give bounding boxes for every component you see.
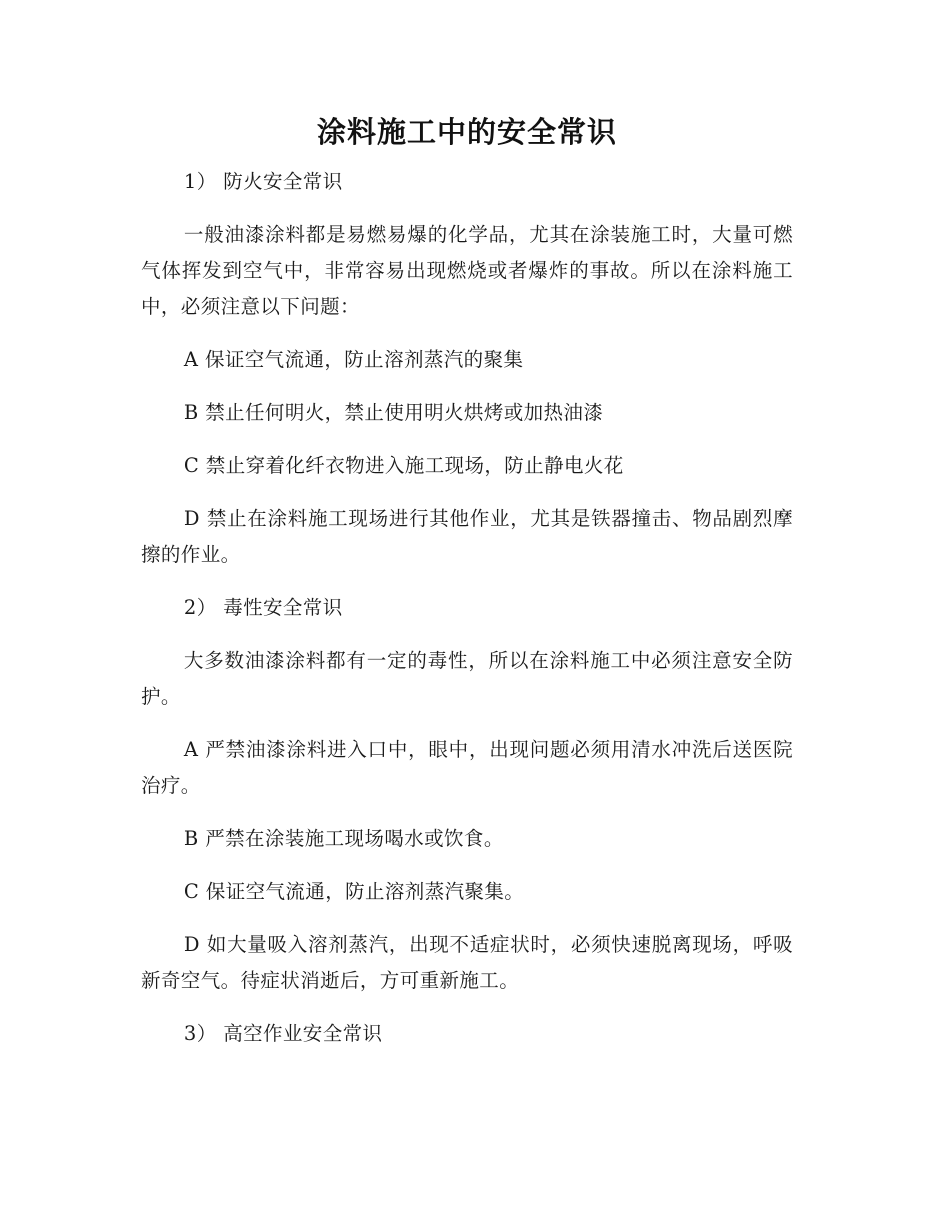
- list-item-fire-d: D 禁止在涂料施工现场进行其他作业，尤其是铁器撞击、物品剧烈摩擦的作业。: [141, 507, 793, 566]
- paragraph-toxicity-intro: 大多数油漆涂料都有一定的毒性，所以在涂料施工中必须注意安全防护。: [141, 649, 793, 708]
- list-item-toxicity-b: B 严禁在涂装施工现场喝水或饮食。: [183, 827, 504, 850]
- section-heading-fire-safety: 1） 防火安全常识: [183, 170, 343, 193]
- section-heading-height-safety: 3） 高空作业安全常识: [183, 1022, 383, 1045]
- list-item-fire-b: B 禁止任何明火，禁止使用明火烘烤或加热油漆: [183, 401, 604, 424]
- list-item-toxicity-c: C 保证空气流通，防止溶剂蒸汽聚集。: [183, 880, 525, 903]
- document-page: [141, 110, 793, 1069]
- list-item-toxicity-d: D 如大量吸入溶剂蒸汽，出现不适症状时，必须快速脱离现场，呼吸新奇空气。待症状消逝后，方可重新施工。: [141, 933, 793, 992]
- section-heading-toxicity-safety: 2） 毒性安全常识: [183, 596, 343, 619]
- list-item-toxicity-a: A 严禁油漆涂料进入口中，眼中，出现问题必须用清水冲洗后送医院治疗。: [141, 738, 793, 797]
- list-item-fire-a: A 保证空气流通，防止溶剂蒸汽的聚集: [183, 348, 524, 371]
- paragraph-fire-intro: 一般油漆涂料都是易燃易爆的化学品，尤其在涂装施工时，大量可燃气体挥发到空气中，非常容易出现燃烧或者爆炸的事故。所以在涂料施工中，必须注意以下问题：: [141, 223, 793, 318]
- document-title: 涂料施工中的安全常识: [316, 115, 617, 149]
- list-item-fire-c: C 禁止穿着化纤衣物进入施工现场，防止静电火花: [183, 454, 624, 477]
